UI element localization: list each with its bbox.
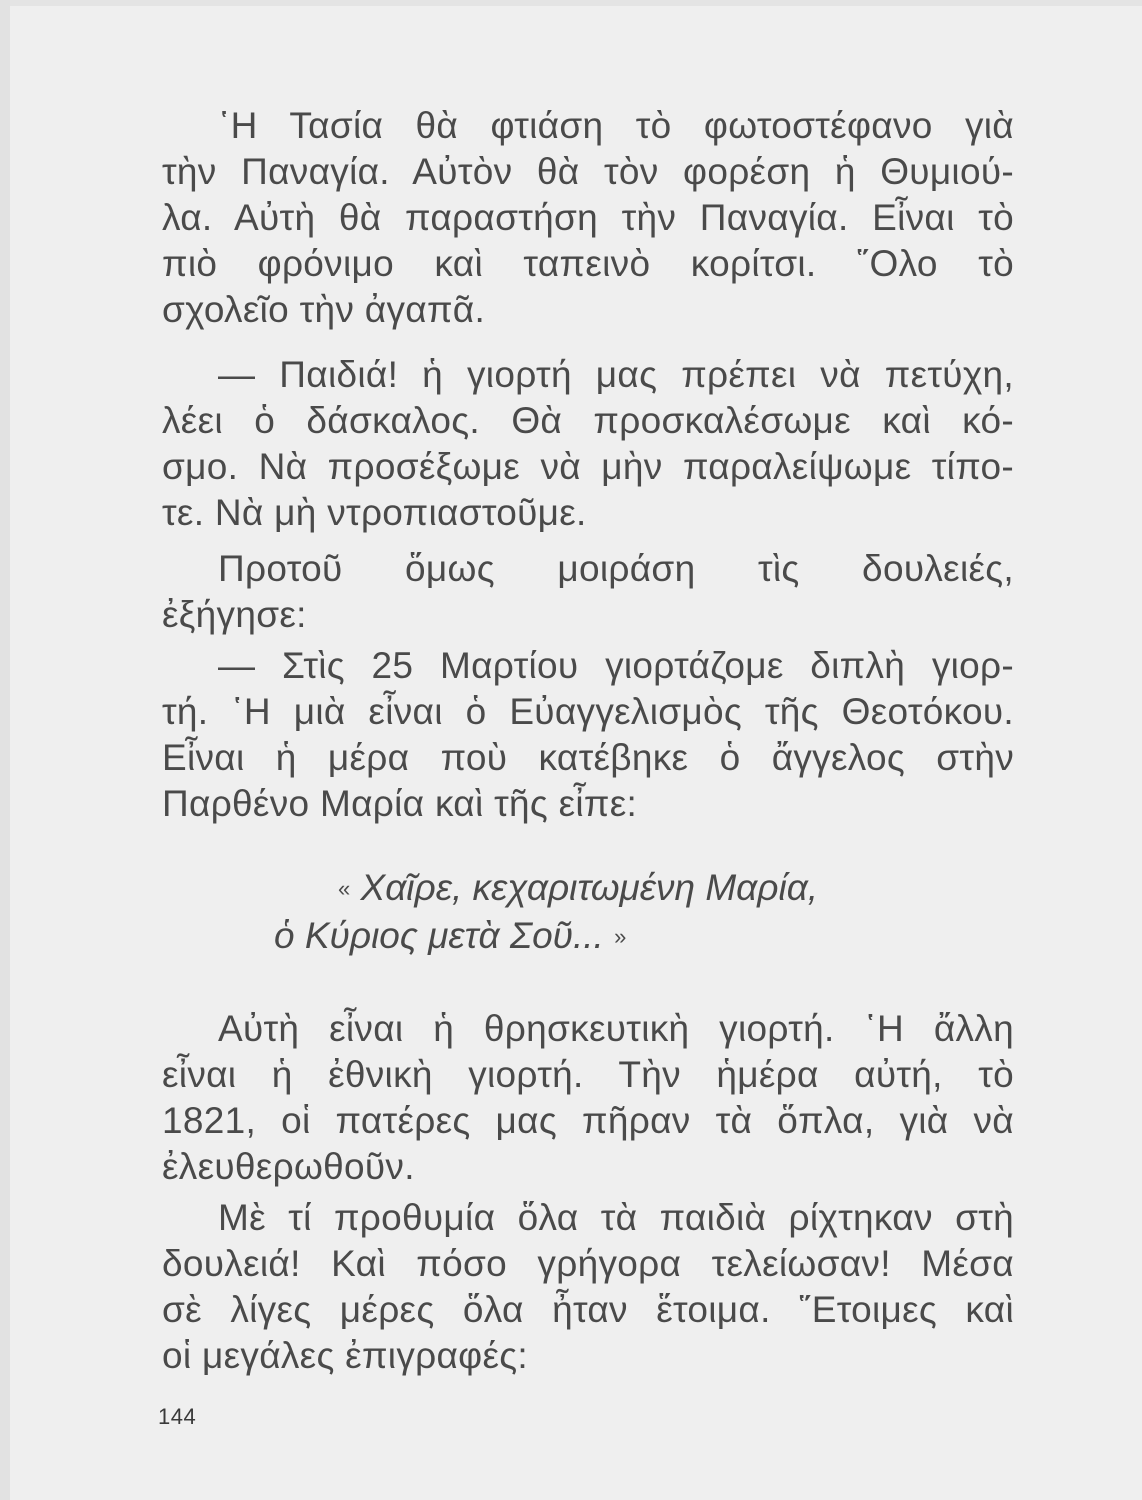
text-line: τὴν Παναγία. Αὐτὸν θὰ τὸν φορέση ἡ Θυμιού- [162,151,1014,192]
text-line: σὲ λίγες μέρες ὅλα ἦταν ἕτοιμα. ῞Ετοιμες καὶ [162,1289,1014,1330]
quote-line-1 [338,864,818,913]
text-line: ἐξήγησε: [162,594,307,635]
quote-line-2 [274,912,626,961]
quote-text-1: Χαῖρε, κεχαριτωμένη Μαρία, [360,867,819,908]
page-top-edge [0,0,1142,6]
text-line: τή. ῾Η μιὰ εἶναι ὁ Εὐαγγελισμὸς τῆς Θεοτόκου. [162,691,1014,732]
paragraph-3 [162,546,1014,638]
text-line: λα. Αὐτὴ θὰ παραστήση τὴν Παναγία. Εἶναι τὸ [162,197,1014,238]
opening-guillemet: « [338,876,351,901]
quote-text-2: ὁ Κύριος μετὰ Σοῦ... [274,915,604,956]
paragraph-6 [162,1195,1014,1379]
text-line: εἶναι ἡ ἐθνικὴ γιορτή. Τὴν ἡμέρα αὐτή, τὸ [162,1054,1014,1095]
text-line: δουλειά! Καὶ πόσο γρήγορα τελείωσαν! Μέσα [162,1243,1014,1284]
text-line: οἱ μεγάλες ἐπιγραφές: [162,1335,528,1376]
text-line: σμο. Νὰ προσέξωμε νὰ μὴν παραλείψωμε τίπο- [162,446,1014,487]
text-line: Αὐτὴ εἶναι ἡ θρησκευτικὴ γιορτή. ῾Η ἄλλη [218,1008,1014,1049]
text-line: 1821, οἱ πατέρες μας πῆραν τὰ ὅπλα, γιὰ νὰ [162,1100,1014,1141]
text-line: Παρθένο Μαρία καὶ τῆς εἶπε: [162,783,638,824]
text-line: τε. Νὰ μὴ ντροπιαστοῦμε. [162,492,587,533]
text-line: λέει ὁ δάσκαλος. Θὰ προσκαλέσωμε καὶ κό- [162,400,1014,441]
text-line: — Παιδιά! ἡ γιορτή μας πρέπει νὰ πετύχη, [218,354,1014,395]
text-line: πιὸ φρόνιμο καὶ ταπεινὸ κορίτσι. ῞Ολο τὸ [162,243,1014,284]
text-line: Προτοῦ ὅμως μοιράση τὶς δουλειές, [218,548,1014,589]
text-line: ἐλευθερωθοῦν. [162,1146,415,1187]
text-line: σχολεῖο τὴν ἀγαπᾶ. [162,289,486,330]
page-left-edge [0,0,10,1500]
page-number: 144 [158,1404,197,1429]
paragraph-2 [162,352,1014,536]
text-line: Εἶναι ἡ μέρα ποὺ κατέβηκε ὁ ἄγγελος στὴν [162,737,1014,778]
text-line: — Στὶς 25 Μαρτίου γιορτάζομε διπλὴ γιορ- [218,645,1014,686]
text-line: ῾Η Τασία θὰ φτιάση τὸ φωτοστέφανο γιὰ [218,105,1014,146]
paragraph-1 [162,103,1014,333]
closing-guillemet: » [614,924,627,949]
paragraph-4 [162,643,1014,827]
paragraph-5 [162,1006,1014,1190]
text-line: Μὲ τί προθυμία ὅλα τὰ παιδιὰ ρίχτηκαν στὴ [218,1197,1014,1238]
